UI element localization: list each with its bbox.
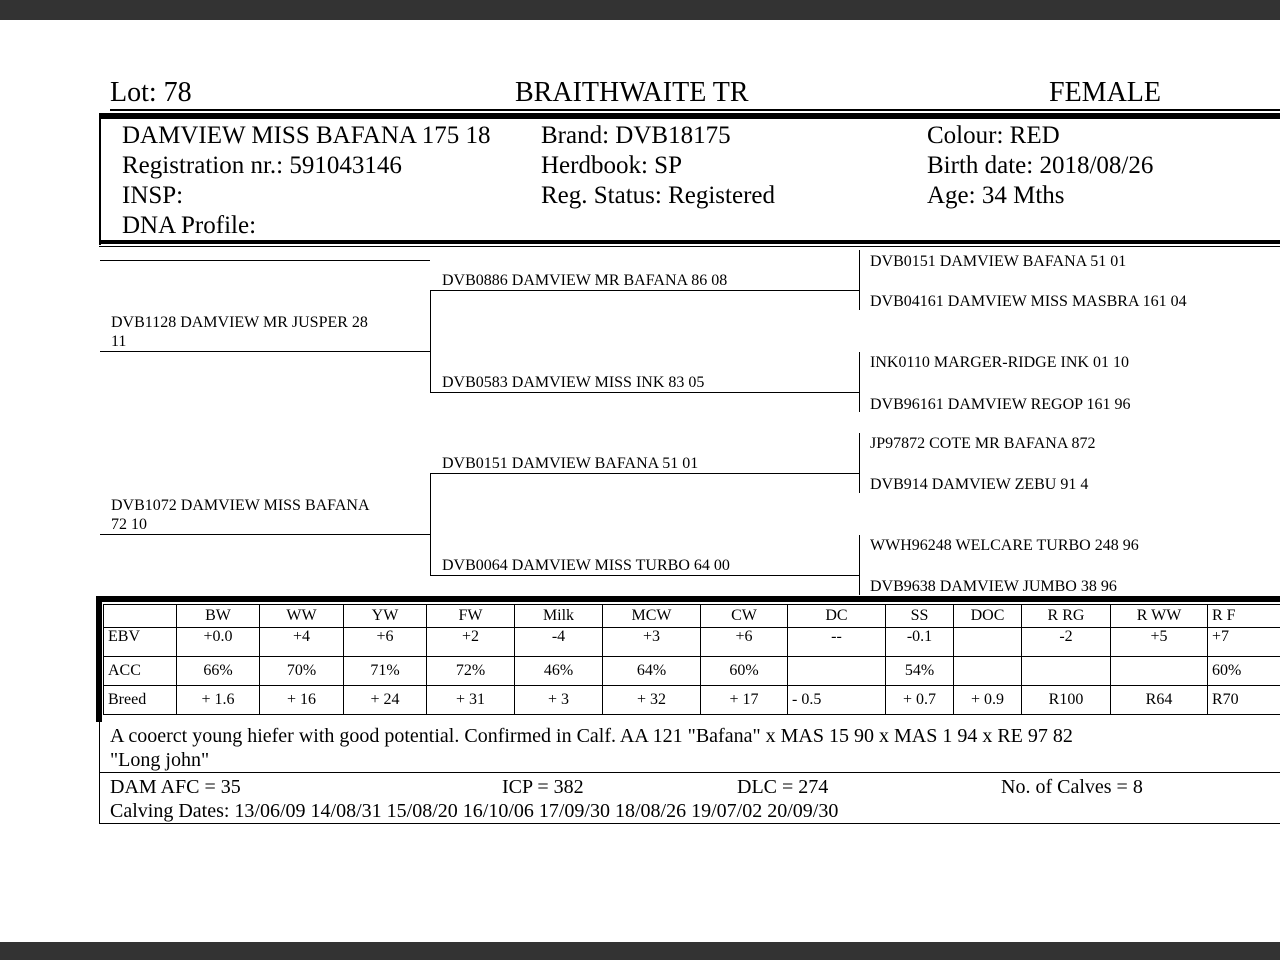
acc-cell xyxy=(1111,657,1208,686)
acc-row-label: ACC xyxy=(104,657,177,686)
dam-line1: DVB1072 DAMVIEW MISS BAFANA xyxy=(111,497,370,514)
brand: Brand: DVB18175 xyxy=(541,122,731,149)
dna-profile-label: DNA Profile: xyxy=(122,212,257,239)
acc-cell: 54% xyxy=(886,657,954,686)
dam-dam: DVB0064 DAMVIEW MISS TURBO 64 00 xyxy=(442,557,730,574)
breed-cell: + 24 xyxy=(344,686,427,715)
gg-bracket-1 xyxy=(859,250,860,310)
registration-number: Registration nr.: 591043146 xyxy=(122,152,402,179)
acc-cell: 70% xyxy=(260,657,344,686)
sire-sire: DVB0886 DAMVIEW MR BAFANA 86 08 xyxy=(442,272,728,289)
dam xyxy=(111,496,411,534)
ebv-top-rule xyxy=(96,596,1280,602)
dlc: DLC = 274 xyxy=(737,776,829,798)
breed-cell: R64 xyxy=(1111,686,1208,715)
acc-cell: 60% xyxy=(701,657,788,686)
ebv-cell: -- xyxy=(788,628,886,657)
ebv-header-cell: SS xyxy=(886,605,954,628)
colour: Colour: RED xyxy=(927,122,1060,149)
acc-cell: 46% xyxy=(515,657,603,686)
top-bar xyxy=(0,0,1280,20)
sire-line2: 11 xyxy=(111,333,127,350)
sire-dam: DVB0583 DAMVIEW MISS INK 83 05 xyxy=(442,374,705,391)
owner-name: BRAITHWAITE TR xyxy=(515,77,749,108)
breed-cell: + 0.7 xyxy=(886,686,954,715)
acc-cell xyxy=(954,657,1022,686)
sire-sire-line xyxy=(430,290,859,291)
gg-bracket-3 xyxy=(859,433,860,493)
acc-cell: 72% xyxy=(427,657,515,686)
ebv-cell: +5 xyxy=(1111,628,1208,657)
acc-cell: 66% xyxy=(177,657,260,686)
ebv-header-cell: MCW xyxy=(603,605,701,628)
great-grandparent-7: WWH96248 WELCARE TURBO 248 96 xyxy=(870,537,1139,554)
info-rule-thick xyxy=(99,240,1280,244)
ebv-header-cell: R F xyxy=(1208,605,1280,628)
pedigree-top-line xyxy=(100,260,430,261)
animal-name: DAMVIEW MISS BAFANA 175 18 xyxy=(122,122,491,149)
breed-cell: + 3 xyxy=(515,686,603,715)
acc-cell xyxy=(1022,657,1111,686)
great-grandparent-5: JP97872 COTE MR BAFANA 872 xyxy=(870,435,1096,452)
ebv-cell: -2 xyxy=(1022,628,1111,657)
ebv-header-cell: FW xyxy=(427,605,515,628)
ebv-header-cell: BW xyxy=(177,605,260,628)
ebv-cell: +3 xyxy=(603,628,701,657)
bottom-bar xyxy=(0,942,1280,960)
breed-row-label: Breed xyxy=(104,686,177,715)
ebv-row-label: EBV xyxy=(104,628,177,657)
ebv-cell: +4 xyxy=(260,628,344,657)
ebv-header-cell: Milk xyxy=(515,605,603,628)
comment-line2: "Long john" xyxy=(110,749,210,771)
age: Age: 34 Mths xyxy=(927,182,1065,209)
lot-number: Lot: 78 xyxy=(110,77,192,108)
dam-sire-line xyxy=(430,473,859,474)
breed-cell: + 17 xyxy=(701,686,788,715)
ebv-header-cell: DOC xyxy=(954,605,1022,628)
sire-line1: DVB1128 DAMVIEW MR JUSPER 28 xyxy=(111,314,368,331)
ebv-cell: +6 xyxy=(701,628,788,657)
ebv-cell xyxy=(954,628,1022,657)
sire-line xyxy=(100,351,430,352)
breed-cell: + 0.9 xyxy=(954,686,1022,715)
ebv-header-cell: R WW xyxy=(1111,605,1208,628)
acc-cell: 60% xyxy=(1208,657,1280,686)
acc-cell: 64% xyxy=(603,657,701,686)
breed-cell: R100 xyxy=(1022,686,1111,715)
dam-dam-line xyxy=(430,575,859,576)
breed-cell: + 32 xyxy=(603,686,701,715)
acc-cell: 71% xyxy=(344,657,427,686)
breed-cell: + 16 xyxy=(260,686,344,715)
sire-dam-line xyxy=(430,392,859,393)
ebv-cell: +0.0 xyxy=(177,628,260,657)
ebv-cell: +7 xyxy=(1208,628,1280,657)
great-grandparent-1: DVB0151 DAMVIEW BAFANA 51 01 xyxy=(870,253,1127,270)
ebv-cell: +2 xyxy=(427,628,515,657)
ebv-header-cell: WW xyxy=(260,605,344,628)
ebv-left-rule xyxy=(96,596,102,722)
number-of-calves: No. of Calves = 8 xyxy=(1001,776,1143,798)
breed-cell: R70 xyxy=(1208,686,1280,715)
ebv-header-cell: R RG xyxy=(1022,605,1111,628)
great-grandparent-4: DVB96161 DAMVIEW REGOP 161 96 xyxy=(870,396,1131,413)
header-rule-thin xyxy=(110,109,1280,111)
header-rule-thick xyxy=(100,113,1280,119)
breed-cell: + 31 xyxy=(427,686,515,715)
great-grandparent-2: DVB04161 DAMVIEW MISS MASBRA 161 04 xyxy=(870,293,1187,310)
great-grandparent-8: DVB9638 DAMVIEW JUMBO 38 96 xyxy=(870,578,1117,595)
gg-bracket-4 xyxy=(859,535,860,595)
sex-label: FEMALE xyxy=(1049,77,1161,108)
breed-row xyxy=(104,686,1280,715)
birth-date: Birth date: 2018/08/26 xyxy=(927,152,1154,179)
ebv-cell: +6 xyxy=(344,628,427,657)
insp-label: INSP: xyxy=(122,182,184,209)
ebv-cell: -0.1 xyxy=(886,628,954,657)
gg-bracket-2 xyxy=(859,352,860,412)
icp: ICP = 382 xyxy=(502,776,584,798)
sire-bracket xyxy=(430,290,431,392)
ebv-table xyxy=(103,604,1280,715)
ebv-header-cell: DC xyxy=(788,605,886,628)
breed-cell: - 0.5 xyxy=(788,686,886,715)
comment-rule xyxy=(99,772,1280,773)
ebv-header-cell: YW xyxy=(344,605,427,628)
info-rule-thin xyxy=(99,246,1280,247)
footer-rule xyxy=(99,823,1280,824)
acc-cell xyxy=(788,657,886,686)
ebv-header-row xyxy=(104,605,1280,628)
registration-status: Reg. Status: Registered xyxy=(541,182,775,209)
comment-line1: A cooerct young hiefer with good potential. Confirmed in Calf. AA 121 "Bafana" x MAS 15 90 x MAS 1 94 x RE 97 82 xyxy=(110,725,1073,747)
breed-cell: + 1.6 xyxy=(177,686,260,715)
sire xyxy=(111,313,411,351)
dam-line2: 72 10 xyxy=(111,516,147,533)
ebv-row xyxy=(104,628,1280,657)
info-left-border xyxy=(99,113,101,245)
ebv-cell: -4 xyxy=(515,628,603,657)
calving-dates: Calving Dates: 13/06/09 14/08/31 15/08/20 16/10/06 17/09/30 18/08/26 19/07/02 20/09/30 xyxy=(110,800,839,822)
great-grandparent-3: INK0110 MARGER-RIDGE INK 01 10 xyxy=(870,354,1129,371)
ebv-header-cell: CW xyxy=(701,605,788,628)
great-grandparent-6: DVB914 DAMVIEW ZEBU 91 4 xyxy=(870,476,1089,493)
dam-line xyxy=(100,534,430,535)
ebv-header-cell xyxy=(104,605,177,628)
dam-sire: DVB0151 DAMVIEW BAFANA 51 01 xyxy=(442,455,699,472)
acc-row xyxy=(104,657,1280,686)
dam-afc: DAM AFC = 35 xyxy=(110,776,241,798)
dam-bracket xyxy=(430,473,431,575)
herdbook: Herdbook: SP xyxy=(541,152,682,179)
